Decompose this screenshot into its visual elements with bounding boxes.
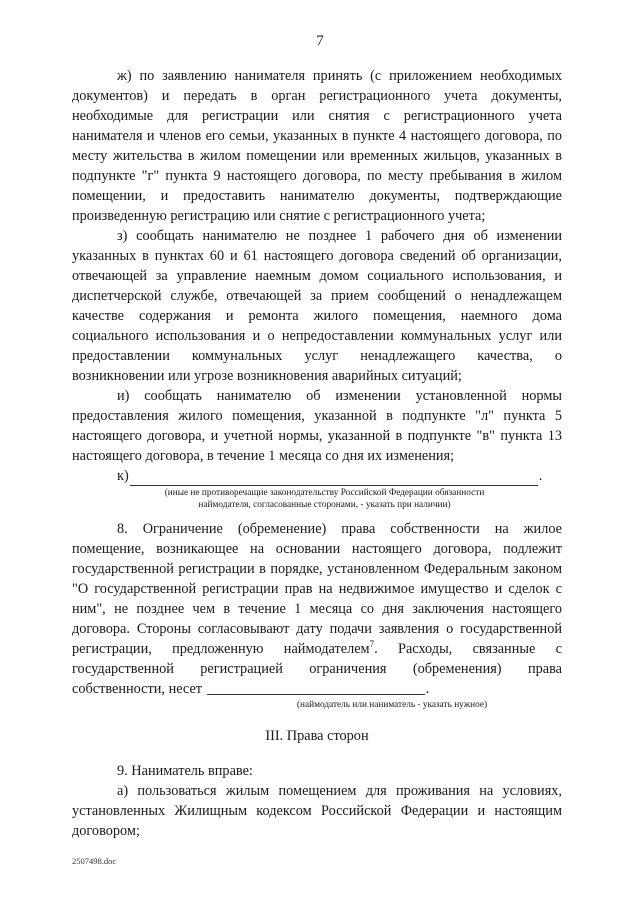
paragraph-z: з) сообщать нанимателю не позднее 1 рабочего дня об изменении указанных в пунктах 60 и 61 настоящего договора сведений об организации, отвечающей за управление наемным домом социального использования, и диспетчерской службе, отвечающей за прием сообщений о ненадлежащем качестве содержания и ремонта жилого помещения, наемного дома социального использования и о непредоставлении коммунальных услуг или предоставлении коммунальных услуг ненадлежащего качества, о возникновении или угрозе возникновения аварийных ситуаций; xyxy=(72,228,562,384)
paragraph-8-blank xyxy=(207,681,425,695)
paragraph-8-text: 8. Ограничение (обременение) права собственности на жилое помещение, возникающее на основании настоящего договора, подлежит государственной регистрации в порядке, установленном Федеральным законом "О государственной регистрации прав на недвижимое имущество и сделок с ним", не позднее чем в течение 1 месяца со дня заключения настоящего договора. Стороны согласовывают дату подачи заявления о государственной регистрации, предложенную наймодателем xyxy=(72,521,562,657)
paragraph-8-note: (наймодатель или наниматель - указать нужное) xyxy=(296,700,488,710)
paragraph-k-prefix: к) xyxy=(117,468,129,484)
paragraph-9a: а) пользоваться жилым помещением для проживания на условиях, установленных Жилищным кодексом Российской Федерации и настоящим договором; xyxy=(72,783,562,839)
paragraph-i: и) сообщать нанимателю об изменении установленной нормы предоставления жилого помещения, указанной в подпункте "л" пункта 5 настоящего договора, и учетной нормы, указанной в подпункте "в" пункта 13 настоящего договора, в течение 1 месяца со дня их изменения; xyxy=(72,388,562,464)
section-heading: III. Права сторон xyxy=(265,728,369,744)
paragraph-8-end: . xyxy=(425,681,430,697)
page-content xyxy=(72,66,562,841)
footnote-ref: 7 xyxy=(369,639,375,650)
paragraph-8 xyxy=(72,519,562,699)
paragraph-k-note: (иные не противоречащие законодательству Российской Федерации обязанности наймодателя, согласованные сторонами, - указать при наличии) xyxy=(164,488,485,510)
page-number: 7 xyxy=(316,33,324,49)
footer-filename: 2507498.doc xyxy=(72,856,117,866)
paragraph-k xyxy=(72,466,562,486)
paragraph-k-blank xyxy=(130,470,538,486)
paragraph-9: 9. Наниматель вправе: xyxy=(117,763,253,779)
paragraph-zh: ж) по заявлению нанимателя принять (с приложением необходимых документов) и передать в орган регистрационного учета документы, необходимые для регистрации или снятия с регистрационного учета нанимателя и членов его семьи, указанных в пункте 4 настоящего договора, по месту жительства в жилом помещении или временных жильцов, указанных в подпункте "г" пункта 9 настоящего договора, по месту пребывания в жилом помещении, и предоставить нанимателю документы, подтверждающие произведенную регистрацию или снятие с регистрационного учета; xyxy=(72,68,562,224)
paragraph-k-suffix: . xyxy=(538,468,543,484)
paragraph-8-text-cont: . Расходы, связанные с государственной регистрацией ограничения (обременения) права собственности, несет xyxy=(72,641,562,697)
